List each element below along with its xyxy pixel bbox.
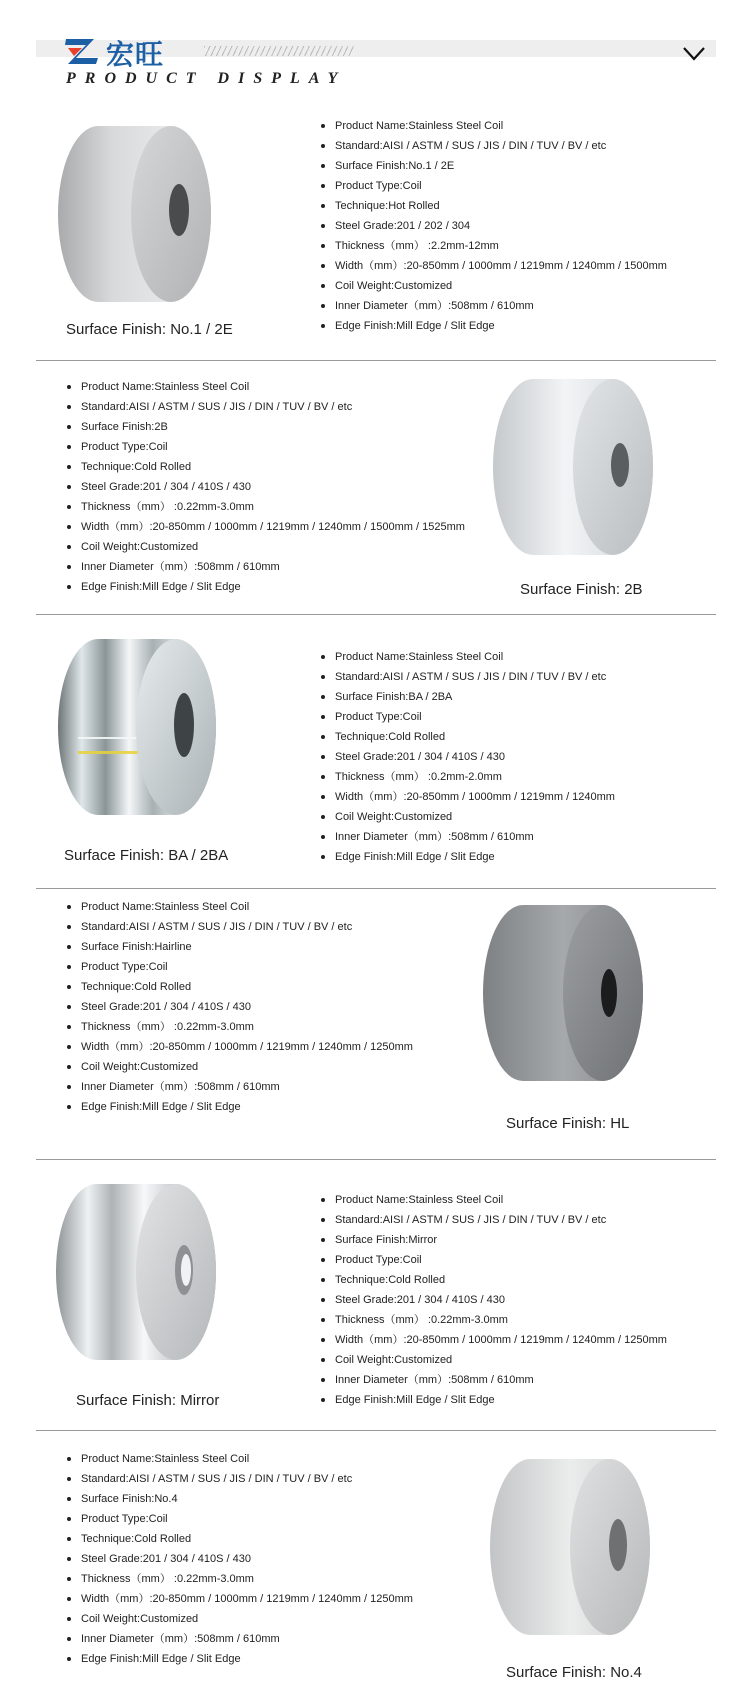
coil-image-no1 bbox=[56, 118, 216, 308]
spec-item: Surface Finish:Mirror bbox=[321, 1230, 667, 1250]
spec-item: Edge Finish:Mill Edge / Slit Edge bbox=[67, 1097, 413, 1117]
spec-item: Standard:AISI / ASTM / SUS / JIS / DIN / TUV / BV / etc bbox=[67, 917, 413, 937]
spec-item: Steel Grade:201 / 304 / 410S / 430 bbox=[67, 997, 413, 1017]
spec-item: Standard:AISI / ASTM / SUS / JIS / DIN / TUV / BV / etc bbox=[321, 667, 615, 687]
spec-item: Technique:Hot Rolled bbox=[321, 196, 667, 216]
spec-item: Technique:Cold Rolled bbox=[321, 727, 615, 747]
spec-item: Product Type:Coil bbox=[67, 1509, 413, 1529]
spec-item: Surface Finish:Hairline bbox=[67, 937, 413, 957]
spec-item: Inner Diameter（mm）:508mm / 610mm bbox=[67, 1629, 413, 1649]
spec-item: Standard:AISI / ASTM / SUS / JIS / DIN / TUV / BV / etc bbox=[67, 1469, 413, 1489]
spec-item: Standard:AISI / ASTM / SUS / JIS / DIN / TUV / BV / etc bbox=[67, 397, 465, 417]
coil-image-no4 bbox=[488, 1453, 653, 1643]
spec-item: Inner Diameter（mm）:508mm / 610mm bbox=[321, 827, 615, 847]
product-section-2b bbox=[36, 361, 716, 615]
spec-item: Edge Finish:Mill Edge / Slit Edge bbox=[321, 316, 667, 336]
spec-item: Edge Finish:Mill Edge / Slit Edge bbox=[67, 577, 465, 597]
spec-item: Steel Grade:201 / 304 / 410S / 430 bbox=[321, 747, 615, 767]
product-caption: Surface Finish: BA / 2BA bbox=[64, 847, 229, 864]
spec-item: Width（mm）:20-850mm / 1000mm / 1219mm / 1240mm / 1250mm bbox=[67, 1589, 413, 1609]
logo-mark-icon bbox=[64, 36, 104, 66]
chevron-down-icon[interactable] bbox=[682, 46, 706, 62]
product-section-mirror bbox=[36, 1160, 716, 1431]
coil-image-mirror bbox=[56, 1178, 221, 1368]
spec-item: Coil Weight:Customized bbox=[67, 537, 465, 557]
product-caption: Surface Finish: No.1 / 2E bbox=[66, 321, 233, 338]
brand-logo[interactable] bbox=[64, 36, 224, 71]
spec-item: Product Type:Coil bbox=[321, 1250, 667, 1270]
spec-item: Steel Grade:201 / 304 / 410S / 430 bbox=[67, 477, 465, 497]
spec-item: Product Name:Stainless Steel Coil bbox=[321, 116, 667, 136]
spec-item: Coil Weight:Customized bbox=[321, 276, 667, 296]
page-header bbox=[36, 36, 716, 96]
logo-text: 宏旺 bbox=[106, 38, 165, 71]
coil-image-hl bbox=[481, 899, 646, 1089]
spec-item: Surface Finish:No.4 bbox=[67, 1489, 413, 1509]
product-section-hl bbox=[36, 889, 716, 1160]
spec-item: Coil Weight:Customized bbox=[321, 1350, 667, 1370]
spec-item: Thickness（mm） :2.2mm-12mm bbox=[321, 236, 667, 256]
spec-item: Product Name:Stainless Steel Coil bbox=[67, 1449, 413, 1469]
spec-item: Steel Grade:201 / 304 / 410S / 430 bbox=[67, 1549, 413, 1569]
spec-list bbox=[321, 1190, 667, 1410]
spec-item: Standard:AISI / ASTM / SUS / JIS / DIN / TUV / BV / etc bbox=[321, 1210, 667, 1230]
spec-item: Surface Finish:2B bbox=[67, 417, 465, 437]
spec-item: Product Type:Coil bbox=[67, 957, 413, 977]
spec-item: Surface Finish:BA / 2BA bbox=[321, 687, 615, 707]
spec-item: Product Name:Stainless Steel Coil bbox=[321, 647, 615, 667]
spec-item: Thickness（mm） :0.2mm-2.0mm bbox=[321, 767, 615, 787]
spec-item: Width（mm）:20-850mm / 1000mm / 1219mm / 1240mm / 1250mm bbox=[67, 1037, 413, 1057]
product-caption: Surface Finish: 2B bbox=[520, 581, 643, 598]
spec-item: Product Name:Stainless Steel Coil bbox=[67, 897, 413, 917]
spec-list bbox=[67, 377, 465, 597]
spec-item: Steel Grade:201 / 202 / 304 bbox=[321, 216, 667, 236]
product-caption: Surface Finish: Mirror bbox=[76, 1392, 220, 1409]
spec-item: Technique:Cold Rolled bbox=[67, 977, 413, 997]
spec-item: Technique:Cold Rolled bbox=[321, 1270, 667, 1290]
spec-item: Width（mm）:20-850mm / 1000mm / 1219mm / 1240mm / 1500mm bbox=[321, 256, 667, 276]
spec-item: Thickness（mm） :0.22mm-3.0mm bbox=[67, 1569, 413, 1589]
spec-list bbox=[321, 116, 667, 336]
spec-item: Edge Finish:Mill Edge / Slit Edge bbox=[321, 847, 615, 867]
spec-item: Product Type:Coil bbox=[67, 437, 465, 457]
spec-item: Technique:Cold Rolled bbox=[67, 457, 465, 477]
spec-list bbox=[321, 647, 615, 867]
spec-item: Thickness（mm） :0.22mm-3.0mm bbox=[67, 497, 465, 517]
spec-item: Product Name:Stainless Steel Coil bbox=[67, 377, 465, 397]
spec-item: Width（mm）:20-850mm / 1000mm / 1219mm / 1240mm bbox=[321, 787, 615, 807]
spec-item: Steel Grade:201 / 304 / 410S / 430 bbox=[321, 1290, 667, 1310]
product-section-no1 bbox=[36, 110, 716, 361]
spec-item: Coil Weight:Customized bbox=[67, 1609, 413, 1629]
spec-item: Inner Diameter（mm）:508mm / 610mm bbox=[67, 1077, 413, 1097]
spec-item: Edge Finish:Mill Edge / Slit Edge bbox=[67, 1649, 413, 1669]
spec-item: Thickness（mm） :0.22mm-3.0mm bbox=[67, 1017, 413, 1037]
header-hatch-decoration bbox=[204, 46, 354, 56]
spec-list bbox=[67, 897, 413, 1117]
spec-item: Inner Diameter（mm）:508mm / 610mm bbox=[321, 1370, 667, 1390]
spec-item: Surface Finish:No.1 / 2E bbox=[321, 156, 667, 176]
spec-item: Inner Diameter（mm）:508mm / 610mm bbox=[67, 557, 465, 577]
coil-image-ba bbox=[56, 633, 221, 823]
spec-item: Coil Weight:Customized bbox=[321, 807, 615, 827]
spec-item: Product Type:Coil bbox=[321, 707, 615, 727]
product-section-ba bbox=[36, 615, 716, 889]
spec-item: Product Type:Coil bbox=[321, 176, 667, 196]
spec-item: Thickness（mm） :0.22mm-3.0mm bbox=[321, 1310, 667, 1330]
spec-item: Coil Weight:Customized bbox=[67, 1057, 413, 1077]
product-caption: Surface Finish: HL bbox=[506, 1115, 630, 1132]
spec-item: Inner Diameter（mm）:508mm / 610mm bbox=[321, 296, 667, 316]
coil-image-2b bbox=[491, 373, 656, 563]
spec-item: Standard:AISI / ASTM / SUS / JIS / DIN / TUV / BV / etc bbox=[321, 136, 667, 156]
spec-item: Width（mm）:20-850mm / 1000mm / 1219mm / 1240mm / 1250mm bbox=[321, 1330, 667, 1350]
spec-list bbox=[67, 1449, 413, 1669]
spec-item: Product Name:Stainless Steel Coil bbox=[321, 1190, 667, 1210]
spec-item: Technique:Cold Rolled bbox=[67, 1529, 413, 1549]
spec-item: Width（mm）:20-850mm / 1000mm / 1219mm / 1240mm / 1500mm / 1525mm bbox=[67, 517, 465, 537]
page-title: PRODUCT DISPLAY bbox=[66, 70, 347, 87]
product-caption: Surface Finish: No.4 bbox=[506, 1664, 642, 1681]
product-section-no4 bbox=[36, 1431, 716, 1700]
spec-item: Edge Finish:Mill Edge / Slit Edge bbox=[321, 1390, 667, 1410]
